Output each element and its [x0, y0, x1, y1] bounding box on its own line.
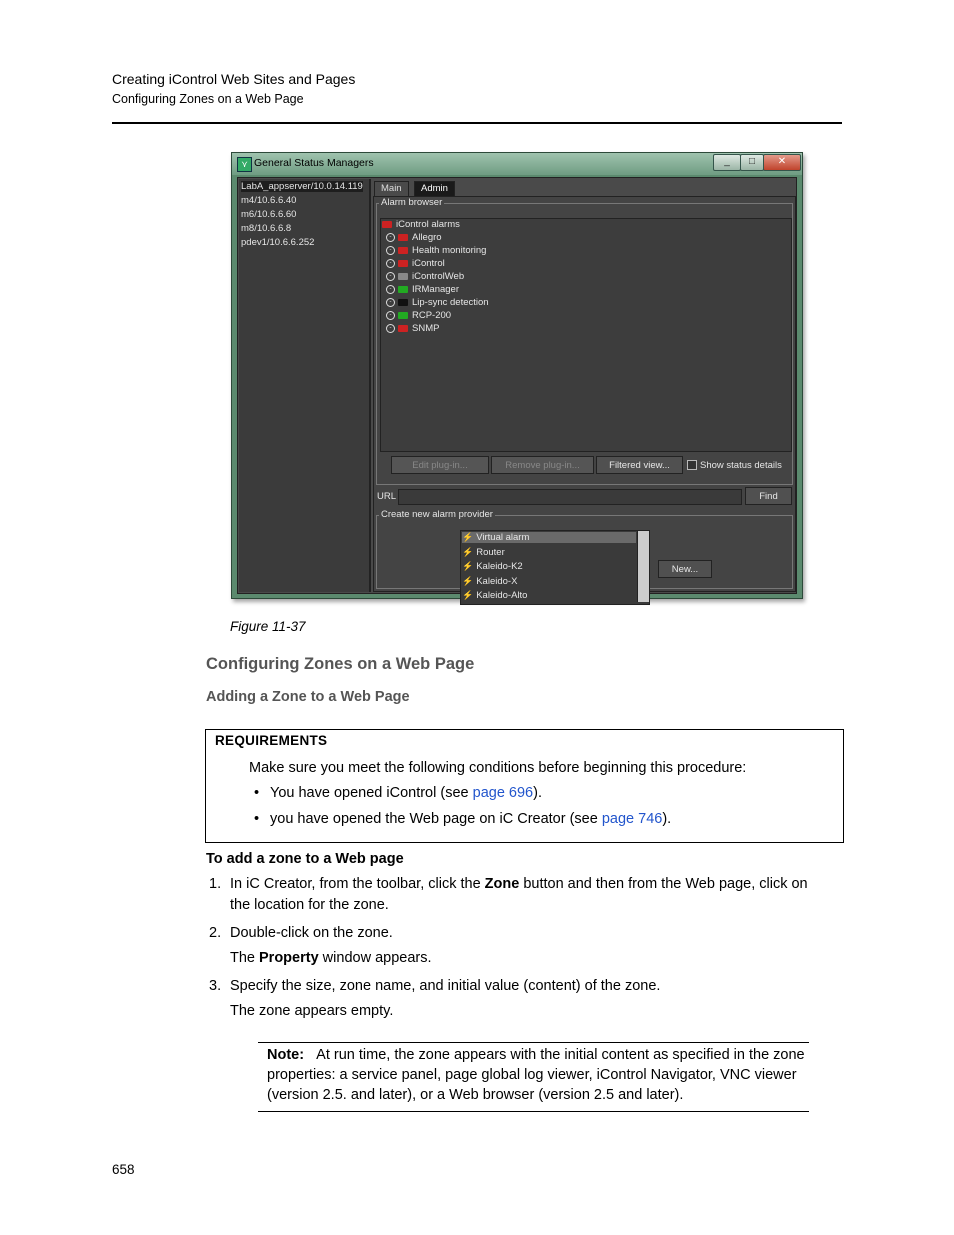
find-button[interactable]: Find — [745, 487, 792, 505]
note-line: properties: a service panel, page global log viewer, iControl Navigator, VNC viewer — [267, 1067, 797, 1083]
folder-icon — [398, 234, 408, 241]
step-2-result: The Property window appears. — [230, 950, 432, 966]
tree-item[interactable]: - SNMP — [386, 323, 439, 334]
edit-plugin-button[interactable]: Edit plug-in... — [391, 456, 489, 474]
note-box — [258, 1042, 809, 1112]
note-line: Note: At run time, the zone appears with the initial content as specified in the zone — [267, 1047, 805, 1063]
tree-item[interactable]: - Lip-sync detection — [386, 297, 489, 308]
maximize-icon[interactable]: □ — [740, 154, 764, 171]
folder-icon — [398, 273, 408, 280]
running-header-chapter: Creating iControl Web Sites and Pages — [112, 71, 356, 87]
server-item[interactable]: pdev1/10.6.6.252 — [241, 237, 315, 248]
requirement-item: You have opened iControl (see page 696). — [270, 785, 542, 801]
expand-icon[interactable]: - — [386, 285, 395, 294]
expand-icon[interactable]: - — [386, 259, 395, 268]
provider-item[interactable]: ⚡ Virtual alarm — [462, 532, 636, 543]
lightning-icon: ⚡ — [462, 532, 474, 542]
tree-item[interactable]: - iControlWeb — [386, 271, 464, 282]
expand-icon[interactable]: - — [386, 311, 395, 320]
provider-item[interactable]: ⚡ Router — [462, 547, 505, 558]
page-number: 658 — [112, 1162, 135, 1177]
tree-item[interactable]: - iControl — [386, 258, 445, 269]
server-item[interactable]: m6/10.6.6.60 — [241, 209, 297, 220]
server-list — [239, 179, 371, 592]
note-line: (version 2.5. and later), or a Web browser (version 2.5 and later). — [267, 1087, 684, 1103]
window-titlebar — [232, 153, 802, 175]
provider-item[interactable]: ⚡ Kaleido-K2 — [462, 561, 523, 572]
close-icon[interactable]: ✕ — [763, 154, 801, 171]
provider-item[interactable]: ⚡ Kaleido-X — [462, 576, 518, 587]
alarm-browser-title: Alarm browser — [381, 197, 443, 208]
step-1: In iC Creator, from the toolbar, click the Zone button and then from the Web page, click on — [230, 876, 808, 892]
show-status-checkbox[interactable] — [687, 460, 697, 470]
folder-icon — [398, 286, 408, 293]
provider-group — [376, 509, 793, 601]
server-item[interactable]: m4/10.6.6.40 — [241, 195, 297, 206]
window-title: General Status Managers — [254, 157, 374, 169]
lightning-icon: ⚡ — [462, 576, 474, 586]
step-2: Double-click on the zone. — [230, 925, 393, 941]
tab-main[interactable]: Main — [374, 181, 409, 196]
alarm-tree — [380, 218, 792, 452]
folder-icon — [398, 325, 408, 332]
step-1-cont: the location for the zone. — [230, 897, 389, 913]
figure-caption: Figure 11-37 — [230, 619, 306, 634]
server-item[interactable]: LabA_appserver/10.0.14.119 — [241, 181, 363, 192]
expand-icon[interactable]: - — [386, 233, 395, 242]
requirements-title: REQUIREMENTS — [215, 733, 328, 748]
note-label: Note: — [267, 1047, 305, 1063]
step-3-result: The zone appears empty. — [230, 1003, 394, 1019]
lightning-icon: ⚡ — [462, 561, 474, 571]
folder-open-icon — [382, 221, 392, 228]
folder-icon — [398, 312, 408, 319]
lightning-icon: ⚡ — [462, 590, 474, 600]
new-provider-button[interactable]: New... — [658, 560, 712, 578]
server-item[interactable]: m8/10.6.6.8 — [241, 223, 292, 234]
subsection-heading: Adding a Zone to a Web Page — [206, 689, 410, 705]
requirements-intro: Make sure you meet the following conditions before beginning this procedure: — [249, 760, 747, 776]
app-logo-icon: ⋎ — [237, 157, 252, 172]
tree-item[interactable]: - RCP-200 — [386, 310, 451, 321]
requirements-box — [205, 729, 844, 843]
expand-icon[interactable]: - — [386, 298, 395, 307]
step-3: Specify the size, zone name, and initial value (content) of the zone. — [230, 978, 661, 994]
folder-icon — [398, 299, 408, 306]
tree-item[interactable]: - Health monitoring — [386, 245, 486, 256]
tree-item[interactable]: - IRManager — [386, 284, 459, 295]
tree-item[interactable]: - Allegro — [386, 232, 442, 243]
provider-list[interactable] — [460, 530, 650, 605]
show-status-details[interactable]: Show status details — [687, 460, 782, 471]
general-status-managers-window — [231, 152, 803, 599]
section-heading: Configuring Zones on a Web Page — [206, 655, 475, 673]
alarm-browser-group — [376, 197, 793, 485]
lightning-icon: ⚡ — [462, 547, 474, 557]
procedure-title: To add a zone to a Web page — [206, 851, 404, 867]
minimize-icon[interactable]: _ — [713, 154, 741, 171]
folder-icon — [398, 247, 408, 254]
remove-plugin-button[interactable]: Remove plug-in... — [491, 456, 594, 474]
bullet-icon: • — [254, 785, 260, 801]
page-link[interactable]: page 696 — [472, 785, 534, 801]
folder-icon — [398, 260, 408, 267]
admin-panel — [373, 196, 796, 601]
page-link[interactable]: page 746 — [601, 811, 663, 827]
expand-icon[interactable]: - — [386, 272, 395, 281]
running-header-section: Configuring Zones on a Web Page — [112, 92, 304, 106]
step-number: 1. — [209, 876, 222, 892]
filtered-view-button[interactable]: Filtered view... — [596, 456, 683, 474]
requirement-item: you have opened the Web page on iC Creator (see page 746). — [270, 811, 672, 827]
step-number: 2. — [209, 925, 222, 941]
provider-item[interactable]: ⚡ Kaleido-Alto — [462, 590, 528, 601]
header-rule — [112, 122, 842, 124]
tree-root[interactable]: iControl alarms — [382, 219, 460, 230]
provider-title: Create new alarm provider — [381, 509, 493, 520]
expand-icon[interactable]: - — [386, 324, 395, 333]
bullet-icon: • — [254, 811, 260, 827]
step-number: 3. — [209, 978, 222, 994]
url-label: URL — [377, 491, 397, 502]
expand-icon[interactable]: - — [386, 246, 395, 255]
provider-scrollbar[interactable] — [637, 531, 649, 602]
url-input[interactable] — [398, 489, 742, 505]
tab-admin[interactable]: Admin — [414, 181, 455, 196]
window-client — [237, 177, 797, 601]
